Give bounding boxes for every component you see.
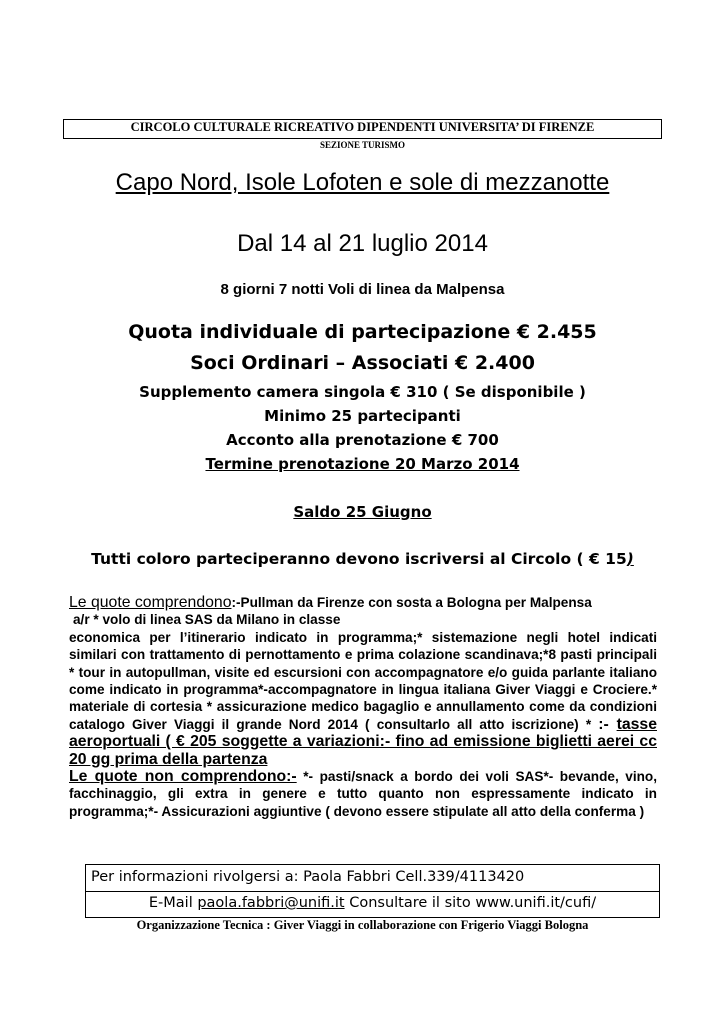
balance-date: Saldo 25 Giugno xyxy=(293,503,432,521)
footer: Organizzazione Tecnica : Giver Viaggi in collaborazione con Frigerio Viaggi Bologna xyxy=(136,918,589,932)
includes-label: Le quote comprendono xyxy=(69,594,232,611)
individual-price: Quota individuale di partecipazione € 2.455 xyxy=(128,321,597,343)
booking-deadline: Termine prenotazione 20 Marzo 2014 xyxy=(205,455,520,473)
membership-note-close: ) xyxy=(626,550,634,568)
organization-name: CIRCOLO CULTURALE RICREATIVO DIPENDENTI UNIVERSITA’ DI FIRENZE xyxy=(130,120,595,134)
minimum-participants: Minimo 25 partecipanti xyxy=(264,407,461,425)
member-price: Soci Ordinari – Associati € 2.400 xyxy=(190,352,535,374)
website-text: Consultare il sito www.unifi.it/cufi/ xyxy=(344,895,597,911)
includes-separator: :- xyxy=(598,715,617,733)
details-block xyxy=(69,594,657,820)
trip-info: 8 giorni 7 notti Voli di linea da Malpensa xyxy=(220,281,505,298)
single-supplement: Supplemento camera singola € 310 ( Se disponibile ) xyxy=(139,383,586,401)
membership-note xyxy=(0,550,725,568)
section-name: SEZIONE TURISMO xyxy=(319,140,406,150)
includes-line2: a/r * volo di linea SAS da Milano in classe xyxy=(73,612,341,628)
includes-intro: :-Pullman da Firenze con sosta a Bologna per Malpensa xyxy=(231,595,592,610)
page-title: Capo Nord, Isole Lofoten e sole di mezzanotte xyxy=(115,169,610,196)
trip-dates: Dal 14 al 21 luglio 2014 xyxy=(237,230,488,257)
membership-note-text: Tutti coloro parteciperanno devono iscriversi al Circolo ( € 15 xyxy=(91,550,627,568)
excludes-body: *- pasti/snack a bordo dei voli SAS*- bevande, vino, facchinaggio, gli extra in genere e tutto quanto non espressamente indicato in programma;*- Assicurazioni aggiuntive ( devono essere stipulate all atto della conferma ) xyxy=(69,769,657,819)
excludes-label: Le quote non comprendono:- xyxy=(69,768,297,786)
email-link[interactable]: paola.fabbri@unifi.it xyxy=(197,895,345,911)
email-label: E-Mail xyxy=(148,895,198,911)
airport-taxes: tasse aeroportuali ( € 205 soggette a variazioni:- fino ad emissione biglietti aerei cc 20 gg prima della partenza xyxy=(69,715,657,768)
deposit: Acconto alla prenotazione € 700 xyxy=(226,431,499,449)
contact-info: Per informazioni rivolgersi a: Paola Fabbri Cell.339/4113420 xyxy=(91,869,525,885)
contact-email-line xyxy=(85,895,660,911)
includes-body: economica per l’itinerario indicato in programma;* sistemazione negli hotel indicati similari con trattamento di pernottamento e prima colazione scandinava;*8 pasti principali * tour in autopullman, visite ed escursioni con accompagnatore e/o guida parlante italiano come indicato in programma*-accompagnatore in lingua italiana Giver Viaggi e Crociere.* materiale di cortesia * assicurazione medico bagaglio e annullamento come da condizioni catalogo Giver Viaggi il grande Nord 2014 ( consultarlo all atto iscrizione) * xyxy=(69,629,657,732)
